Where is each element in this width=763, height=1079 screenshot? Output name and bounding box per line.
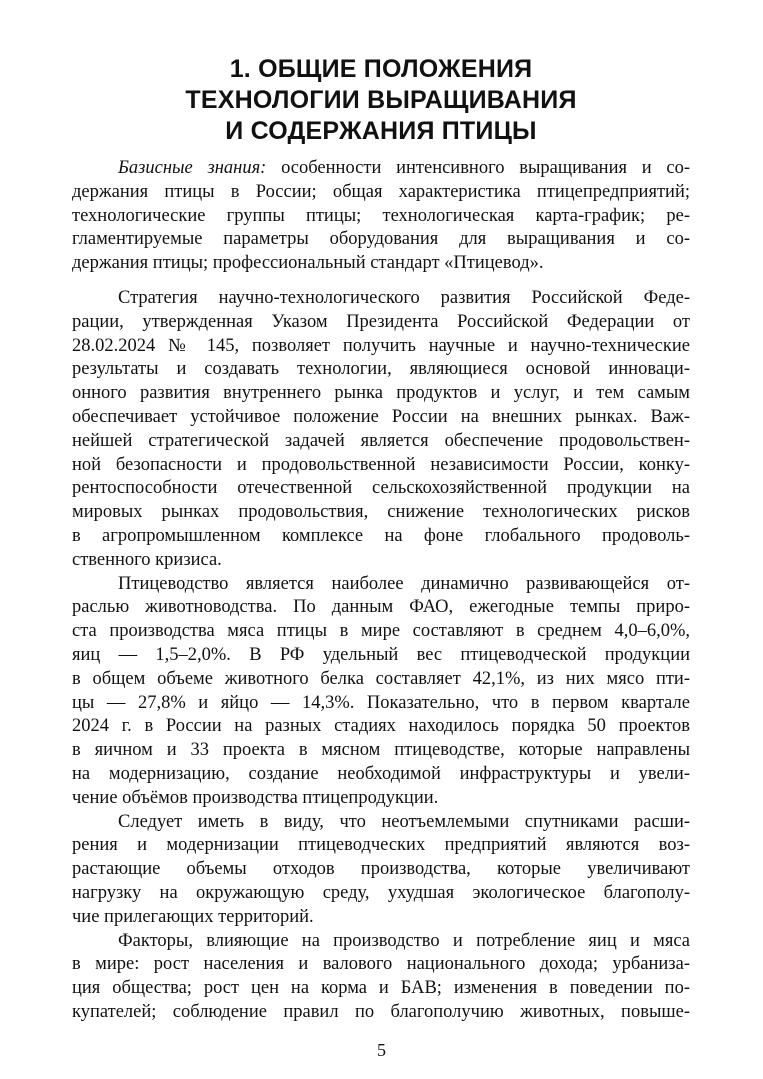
text-line: гламентируемые параметры оборудования для выращивания и со- [72, 229, 690, 250]
text-line: ция общества; рост цен на корма и БАВ; изменения в поведении по- [72, 978, 690, 999]
text-line: в общем объеме животного белка составляет 42,1%, из них мясо пти- [72, 668, 690, 689]
text-line: раслью животноводства. По данным ФАО, ежегодные темпы приро- [72, 597, 690, 618]
text-line: держания птицы; профессиональный стандарт «Птицевод». [72, 253, 544, 274]
text-line: ной безопасности и продовольственной независимости России, конку- [72, 454, 690, 475]
text-line: Птицеводство является наиболее динамично развивающейся от- [118, 573, 690, 594]
text-line: яиц — 1,5–2,0%. В РФ удельный вес птицеводческой продукции [72, 644, 690, 665]
paragraph-strategy [72, 287, 690, 573]
text-line: рации, утвержденная Указом Президента Российской Федерации от [72, 311, 690, 332]
text-line: нагрузку на окружающую среду, ухудшая экологическое благополу- [72, 882, 690, 903]
text-line: чение объёмов производства птицепродукции. [72, 787, 439, 808]
text-line: Следует иметь в виду, что неотъемлемыми спутниками расши- [118, 811, 690, 832]
text-line: технологические группы птицы; технологическая карта-график; ре- [72, 205, 690, 226]
paragraph-basic-knowledge [72, 157, 690, 276]
text-line: в мире: рост населения и валового национального дохода; урбаниза- [72, 954, 690, 975]
text-line: 28.02.2024 № 145, позволяет получить научные и научно-технические [72, 335, 690, 356]
text-line: ста производства мяса птицы в мире составляют в среднем 4,0–6,0%, [72, 621, 690, 642]
text-line: цы — 27,8% и яйцо — 14,3%. Показательно, что в первом квартале [72, 692, 690, 713]
basic-knowledge-label: Базисные знания: [118, 158, 267, 178]
text-line: купателей; соблюдение правил по благополучию животных, повыше- [72, 1001, 690, 1022]
text-line: 2024 г. в России на разных стадиях находилось порядка 50 проектов [72, 716, 690, 737]
paragraph-waste [72, 811, 690, 930]
chapter-title [72, 54, 690, 147]
text-line: Стратегия научно-технологического развития Российской Феде- [118, 287, 690, 308]
text-line: онного развития внутреннего рынка продуктов и услуг, и тем самым [72, 383, 690, 404]
chapter-title-line-3: И СОДЕРЖАНИЯ ПТИЦЫ [225, 117, 537, 145]
paragraph-factors [72, 930, 690, 1025]
text-line: результаты и создавать технологии, являющиеся основой инноваци- [72, 359, 690, 380]
text-line: Факторы, влияющие на производство и потребление яиц и мяса [118, 930, 690, 951]
text-line: ственного кризиса. [72, 549, 222, 570]
text-line: обеспечивает устойчивое положение России на внешних рынках. Важ- [72, 406, 690, 427]
text-line: Базисные знания: особенности интенсивного выращивания и со- [118, 158, 691, 178]
text-line: рентоспособности отечественной сельскохозяйственной продукции на [72, 478, 690, 499]
body-text [72, 157, 690, 1025]
text-line: чие прилегающих территорий. [72, 906, 314, 927]
text-line: растающие объемы отходов производства, которые увеличивают [72, 859, 690, 880]
text-line: в агропромышленном комплексе на фоне глобального продоволь- [72, 525, 690, 546]
text-line: держания птицы в России; общая характеристика птицепредприятий; [72, 181, 690, 202]
text-line: на модернизацию, создание необходимой инфраструктуры и увели- [72, 763, 690, 784]
page-number: 5 [377, 1040, 386, 1060]
text-line: в яичном и 33 проекта в мясном птицеводстве, которые направлены [72, 740, 690, 761]
text-line: мировых рынках продовольствия, снижение технологических рисков [72, 502, 690, 523]
chapter-title-line-1: 1. ОБЩИЕ ПОЛОЖЕНИЯ [229, 55, 533, 83]
chapter-title-line-2: ТЕХНОЛОГИИ ВЫРАЩИВАНИЯ [185, 86, 577, 114]
text-line: нейшей стратегической задачей является обеспечение продовольствен- [72, 430, 690, 451]
text-line: рения и модернизации птицеводческих предприятий являются воз- [72, 835, 690, 856]
paragraph-poultry-industry [72, 573, 690, 811]
